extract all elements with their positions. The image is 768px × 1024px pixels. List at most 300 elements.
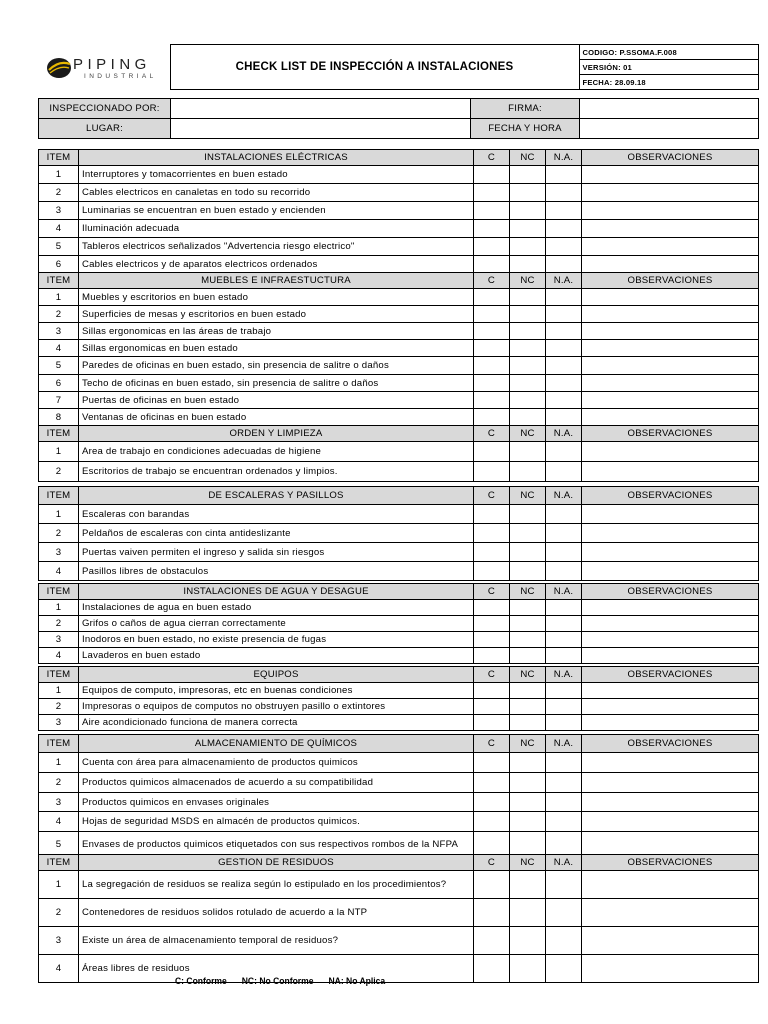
na-checkbox[interactable] <box>546 409 582 426</box>
c-checkbox[interactable] <box>474 648 510 664</box>
observations-field[interactable] <box>582 955 759 983</box>
c-checkbox[interactable] <box>474 753 510 773</box>
signature-field[interactable] <box>580 99 759 119</box>
na-checkbox[interactable] <box>546 543 582 562</box>
checklist-section <box>38 734 759 858</box>
na-checkbox[interactable] <box>546 955 582 983</box>
item-number: 4 <box>39 812 79 832</box>
checklist-row <box>39 256 759 274</box>
c-checkbox[interactable] <box>474 543 510 562</box>
checklist-row <box>39 927 759 955</box>
na-checkbox[interactable] <box>546 306 582 323</box>
item-description: La segregación de residuos se realiza según lo estipulado en los procedimientos? <box>79 871 474 899</box>
observations-field[interactable] <box>582 616 759 632</box>
nc-checkbox[interactable] <box>510 793 546 812</box>
column-observations-header: OBSERVACIONES <box>582 735 759 753</box>
observations-field[interactable] <box>582 773 759 793</box>
item-description: Sillas ergonomicas en las áreas de trabajo <box>79 323 474 340</box>
checklist-row <box>39 632 759 648</box>
observations-field[interactable] <box>582 899 759 927</box>
company-logo <box>46 54 170 84</box>
datetime-label: FECHA Y HORA <box>471 119 580 139</box>
column-observations-header: OBSERVACIONES <box>582 273 759 289</box>
c-checkbox[interactable] <box>474 812 510 832</box>
c-checkbox[interactable] <box>474 871 510 899</box>
nc-checkbox[interactable] <box>510 927 546 955</box>
item-description: Sillas ergonomicas en buen estado <box>79 340 474 357</box>
column-nc-header: NC <box>510 667 546 683</box>
column-na-header: N.A. <box>546 584 582 600</box>
item-number: 8 <box>39 409 79 426</box>
na-checkbox[interactable] <box>546 392 582 409</box>
nc-checkbox[interactable] <box>510 699 546 715</box>
section-item-header: ITEM <box>39 273 79 289</box>
section-item-header: ITEM <box>39 584 79 600</box>
column-na-header: N.A. <box>546 855 582 871</box>
na-checkbox[interactable] <box>546 812 582 832</box>
observations-field[interactable] <box>582 927 759 955</box>
checklist-row <box>39 955 759 983</box>
item-number: 7 <box>39 392 79 409</box>
column-c-header: C <box>474 584 510 600</box>
nc-checkbox[interactable] <box>510 871 546 899</box>
document-title: CHECK LIST DE INSPECCIÓN A INSTALACIONES <box>170 45 579 90</box>
na-checkbox[interactable] <box>546 505 582 524</box>
observations-field[interactable] <box>582 524 759 543</box>
item-description: Existe un área de almacenamiento temporal de residuos? <box>79 927 474 955</box>
observations-field[interactable] <box>582 220 759 238</box>
na-checkbox[interactable] <box>546 632 582 648</box>
c-checkbox[interactable] <box>474 562 510 581</box>
section-title: ALMACENAMIENTO DE QUÍMICOS <box>79 735 474 753</box>
item-description: Cuenta con área para almacenamiento de productos quimicos <box>79 753 474 773</box>
observations-field[interactable] <box>582 648 759 664</box>
na-checkbox[interactable] <box>546 238 582 256</box>
na-checkbox[interactable] <box>546 256 582 274</box>
checklist-row <box>39 202 759 220</box>
item-description: Ventanas de oficinas en buen estado <box>79 409 474 426</box>
item-number: 3 <box>39 543 79 562</box>
nc-checkbox[interactable] <box>510 220 546 238</box>
checklist-row <box>39 340 759 357</box>
checklist-row <box>39 562 759 581</box>
na-checkbox[interactable] <box>546 184 582 202</box>
brand-name: PIPING <box>73 56 151 73</box>
column-c-header: C <box>474 273 510 289</box>
column-nc-header: NC <box>510 584 546 600</box>
item-number: 4 <box>39 648 79 664</box>
observations-field[interactable] <box>582 505 759 524</box>
item-number: 6 <box>39 375 79 392</box>
checklist-section <box>38 272 759 426</box>
document-version: VERSIÓN: 01 <box>579 60 758 75</box>
checklist-section <box>38 666 759 731</box>
column-observations-header: OBSERVACIONES <box>582 667 759 683</box>
legend-no-conforme: NC: No Conforme <box>241 976 314 987</box>
observations-field[interactable] <box>582 442 759 462</box>
section-title: MUEBLES E INFRAESTUCTURA <box>79 273 474 289</box>
section-item-header: ITEM <box>39 855 79 871</box>
checklist-row <box>39 793 759 812</box>
item-number: 3 <box>39 715 79 731</box>
c-checkbox[interactable] <box>474 357 510 375</box>
checklist-row <box>39 166 759 184</box>
nc-checkbox[interactable] <box>510 524 546 543</box>
nc-checkbox[interactable] <box>510 202 546 220</box>
item-number: 2 <box>39 462 79 482</box>
item-number: 5 <box>39 357 79 375</box>
column-na-header: N.A. <box>546 487 582 505</box>
nc-checkbox[interactable] <box>510 323 546 340</box>
nc-checkbox[interactable] <box>510 462 546 482</box>
c-checkbox[interactable] <box>474 927 510 955</box>
na-checkbox[interactable] <box>546 289 582 306</box>
observations-field[interactable] <box>582 600 759 616</box>
item-number: 4 <box>39 340 79 357</box>
c-checkbox[interactable] <box>474 715 510 731</box>
item-number: 1 <box>39 505 79 524</box>
c-checkbox[interactable] <box>474 524 510 543</box>
c-checkbox[interactable] <box>474 955 510 983</box>
nc-checkbox[interactable] <box>510 562 546 581</box>
section-item-header: ITEM <box>39 150 79 166</box>
section-title: ORDEN Y LIMPIEZA <box>79 426 474 442</box>
item-description: Interruptores y tomacorrientes en buen estado <box>79 166 474 184</box>
checklist-row <box>39 375 759 392</box>
c-checkbox[interactable] <box>474 616 510 632</box>
observations-field[interactable] <box>582 238 759 256</box>
section-item-header: ITEM <box>39 426 79 442</box>
checklist-row <box>39 238 759 256</box>
checklist-section <box>38 149 759 274</box>
na-checkbox[interactable] <box>546 699 582 715</box>
nc-checkbox[interactable] <box>510 543 546 562</box>
c-checkbox[interactable] <box>474 184 510 202</box>
nc-checkbox[interactable] <box>510 773 546 793</box>
na-checkbox[interactable] <box>546 793 582 812</box>
observations-field[interactable] <box>582 699 759 715</box>
c-checkbox[interactable] <box>474 462 510 482</box>
item-number: 2 <box>39 616 79 632</box>
column-na-header: N.A. <box>546 735 582 753</box>
checklist-row <box>39 899 759 927</box>
item-number: 5 <box>39 238 79 256</box>
na-checkbox[interactable] <box>546 442 582 462</box>
nc-checkbox[interactable] <box>510 442 546 462</box>
checklist-row <box>39 524 759 543</box>
c-checkbox[interactable] <box>474 256 510 274</box>
column-nc-header: NC <box>510 273 546 289</box>
place-field[interactable] <box>171 119 471 139</box>
c-checkbox[interactable] <box>474 375 510 392</box>
nc-checkbox[interactable] <box>510 683 546 699</box>
item-description: Puertas de oficinas en buen estado <box>79 392 474 409</box>
item-description: Instalaciones de agua en buen estado <box>79 600 474 616</box>
item-description: Grifos o caños de agua cierran correctamente <box>79 616 474 632</box>
checklist-row <box>39 184 759 202</box>
section-item-header: ITEM <box>39 735 79 753</box>
observations-field[interactable] <box>582 392 759 409</box>
observations-field[interactable] <box>582 753 759 773</box>
item-description: Aire acondicionado funciona de manera correcta <box>79 715 474 731</box>
signature-label: FIRMA: <box>471 99 580 119</box>
na-checkbox[interactable] <box>546 202 582 220</box>
nc-checkbox[interactable] <box>510 357 546 375</box>
c-checkbox[interactable] <box>474 340 510 357</box>
item-description: Muebles y escritorios en buen estado <box>79 289 474 306</box>
checklist-row <box>39 323 759 340</box>
c-checkbox[interactable] <box>474 632 510 648</box>
nc-checkbox[interactable] <box>510 753 546 773</box>
nc-checkbox[interactable] <box>510 715 546 731</box>
na-checkbox[interactable] <box>546 683 582 699</box>
c-checkbox[interactable] <box>474 409 510 426</box>
c-checkbox[interactable] <box>474 600 510 616</box>
c-checkbox[interactable] <box>474 683 510 699</box>
legend-no-aplica: NA: No Aplica <box>328 976 386 987</box>
item-number: 5 <box>39 832 79 858</box>
na-checkbox[interactable] <box>546 340 582 357</box>
observations-field[interactable] <box>582 683 759 699</box>
observations-field[interactable] <box>582 340 759 357</box>
checklist-row <box>39 505 759 524</box>
nc-checkbox[interactable] <box>510 616 546 632</box>
observations-field[interactable] <box>582 812 759 832</box>
item-number: 1 <box>39 753 79 773</box>
column-c-header: C <box>474 487 510 505</box>
item-number: 2 <box>39 306 79 323</box>
nc-checkbox[interactable] <box>510 289 546 306</box>
item-number: 3 <box>39 323 79 340</box>
c-checkbox[interactable] <box>474 442 510 462</box>
observations-field[interactable] <box>582 323 759 340</box>
column-na-header: N.A. <box>546 273 582 289</box>
checklist-section <box>38 425 759 482</box>
nc-checkbox[interactable] <box>510 392 546 409</box>
item-number: 3 <box>39 927 79 955</box>
observations-field[interactable] <box>582 357 759 375</box>
na-checkbox[interactable] <box>546 648 582 664</box>
checklist-row <box>39 409 759 426</box>
checklist-row <box>39 812 759 832</box>
c-checkbox[interactable] <box>474 505 510 524</box>
column-observations-header: OBSERVACIONES <box>582 426 759 442</box>
legend-conforme: C: Conforme <box>175 976 227 987</box>
item-description: Puertas vaiven permiten el ingreso y salida sin riesgos <box>79 543 474 562</box>
na-checkbox[interactable] <box>546 600 582 616</box>
nc-checkbox[interactable] <box>510 375 546 392</box>
item-description: Impresoras o equipos de computos no obstruyen pasillo o extintores <box>79 699 474 715</box>
c-checkbox[interactable] <box>474 166 510 184</box>
document-date: FECHA: 28.09.18 <box>579 75 758 90</box>
item-description: Lavaderos en buen estado <box>79 648 474 664</box>
na-checkbox[interactable] <box>546 616 582 632</box>
c-checkbox[interactable] <box>474 306 510 323</box>
nc-checkbox[interactable] <box>510 632 546 648</box>
column-na-header: N.A. <box>546 667 582 683</box>
item-description: Contenedores de residuos solidos rotulado de acuerdo a la NTP <box>79 899 474 927</box>
item-number: 4 <box>39 955 79 983</box>
column-c-header: C <box>474 667 510 683</box>
column-na-header: N.A. <box>546 426 582 442</box>
checklist-section <box>38 583 759 664</box>
na-checkbox[interactable] <box>546 871 582 899</box>
item-description: Envases de productos quimicos etiquetados con sus respectivos rombos de la NFPA <box>79 832 474 858</box>
inspection-info <box>38 98 759 139</box>
item-number: 1 <box>39 683 79 699</box>
c-checkbox[interactable] <box>474 202 510 220</box>
item-number: 2 <box>39 184 79 202</box>
checklist-row <box>39 715 759 731</box>
checklist-row <box>39 289 759 306</box>
item-number: 4 <box>39 562 79 581</box>
item-number: 2 <box>39 524 79 543</box>
checklist-row <box>39 699 759 715</box>
column-observations-header: OBSERVACIONES <box>582 584 759 600</box>
checklist-row <box>39 220 759 238</box>
na-checkbox[interactable] <box>546 166 582 184</box>
inspected-by-field[interactable] <box>171 99 471 119</box>
section-title: EQUIPOS <box>79 667 474 683</box>
item-number: 1 <box>39 442 79 462</box>
nc-checkbox[interactable] <box>510 184 546 202</box>
item-description: Áreas libres de residuos <box>79 955 474 983</box>
item-description: Productos quimicos almacenados de acuerdo a su compatibilidad <box>79 773 474 793</box>
observations-field[interactable] <box>582 793 759 812</box>
c-checkbox[interactable] <box>474 899 510 927</box>
observations-field[interactable] <box>582 543 759 562</box>
item-description: Inodoros en buen estado, no existe presencia de fugas <box>79 632 474 648</box>
brand-subtitle: INDUSTRIAL <box>84 73 157 80</box>
c-checkbox[interactable] <box>474 289 510 306</box>
na-checkbox[interactable] <box>546 562 582 581</box>
document-code: CODIGO: P.SSOMA.F.008 <box>579 45 758 60</box>
column-observations-header: OBSERVACIONES <box>582 487 759 505</box>
observations-field[interactable] <box>582 715 759 731</box>
na-checkbox[interactable] <box>546 357 582 375</box>
observations-field[interactable] <box>582 871 759 899</box>
c-checkbox[interactable] <box>474 323 510 340</box>
checklist-row <box>39 442 759 462</box>
item-description: Superficies de mesas y escritorios en buen estado <box>79 306 474 323</box>
observations-field[interactable] <box>582 202 759 220</box>
item-description: Escaleras con barandas <box>79 505 474 524</box>
column-nc-header: NC <box>510 855 546 871</box>
c-checkbox[interactable] <box>474 238 510 256</box>
checklist-row <box>39 543 759 562</box>
item-description: Peldaños de escaleras con cinta antideslizante <box>79 524 474 543</box>
na-checkbox[interactable] <box>546 773 582 793</box>
inspected-by-label: INSPECCIONADO POR: <box>39 99 171 119</box>
checklist-section <box>38 486 759 581</box>
nc-checkbox[interactable] <box>510 306 546 323</box>
checklist-row <box>39 357 759 375</box>
observations-field[interactable] <box>582 256 759 274</box>
nc-checkbox[interactable] <box>510 256 546 274</box>
checklist-row <box>39 648 759 664</box>
nc-checkbox[interactable] <box>510 166 546 184</box>
item-description: Escritorios de trabajo se encuentran ordenados y limpios. <box>79 462 474 482</box>
column-c-header: C <box>474 150 510 166</box>
nc-checkbox[interactable] <box>510 409 546 426</box>
checklist-section <box>38 854 759 983</box>
c-checkbox[interactable] <box>474 699 510 715</box>
observations-field[interactable] <box>582 184 759 202</box>
nc-checkbox[interactable] <box>510 505 546 524</box>
observations-field[interactable] <box>582 306 759 323</box>
nc-checkbox[interactable] <box>510 340 546 357</box>
na-checkbox[interactable] <box>546 220 582 238</box>
c-checkbox[interactable] <box>474 392 510 409</box>
na-checkbox[interactable] <box>546 323 582 340</box>
column-observations-header: OBSERVACIONES <box>582 150 759 166</box>
c-checkbox[interactable] <box>474 220 510 238</box>
observations-field[interactable] <box>582 375 759 392</box>
na-checkbox[interactable] <box>546 375 582 392</box>
na-checkbox[interactable] <box>546 715 582 731</box>
nc-checkbox[interactable] <box>510 238 546 256</box>
checklist-row <box>39 616 759 632</box>
section-title: INSTALACIONES DE AGUA Y DESAGUE <box>79 584 474 600</box>
nc-checkbox[interactable] <box>510 812 546 832</box>
na-checkbox[interactable] <box>546 524 582 543</box>
nc-checkbox[interactable] <box>510 899 546 927</box>
section-item-header: ITEM <box>39 667 79 683</box>
column-nc-header: NC <box>510 150 546 166</box>
item-description: Pasillos libres de obstaculos <box>79 562 474 581</box>
datetime-field[interactable] <box>580 119 759 139</box>
na-checkbox[interactable] <box>546 462 582 482</box>
c-checkbox[interactable] <box>474 773 510 793</box>
column-nc-header: NC <box>510 426 546 442</box>
observations-field[interactable] <box>582 409 759 426</box>
item-description: Area de trabajo en condiciones adecuadas de higiene <box>79 442 474 462</box>
c-checkbox[interactable] <box>474 793 510 812</box>
observations-field[interactable] <box>582 462 759 482</box>
nc-checkbox[interactable] <box>510 600 546 616</box>
item-number: 4 <box>39 220 79 238</box>
legend <box>175 976 398 987</box>
na-checkbox[interactable] <box>546 899 582 927</box>
nc-checkbox[interactable] <box>510 955 546 983</box>
na-checkbox[interactable] <box>546 927 582 955</box>
item-description: Cables electricos y de aparatos electricos ordenados <box>79 256 474 274</box>
column-nc-header: NC <box>510 735 546 753</box>
observations-field[interactable] <box>582 562 759 581</box>
checklist-row <box>39 753 759 773</box>
item-description: Iluminación adecuada <box>79 220 474 238</box>
column-observations-header: OBSERVACIONES <box>582 855 759 871</box>
observations-field[interactable] <box>582 166 759 184</box>
column-na-header: N.A. <box>546 150 582 166</box>
column-c-header: C <box>474 735 510 753</box>
item-number: 1 <box>39 289 79 306</box>
item-description: Equipos de computo, impresoras, etc en buenas condiciones <box>79 683 474 699</box>
item-number: 3 <box>39 202 79 220</box>
na-checkbox[interactable] <box>546 753 582 773</box>
column-c-header: C <box>474 855 510 871</box>
observations-field[interactable] <box>582 289 759 306</box>
item-number: 3 <box>39 632 79 648</box>
checklist-row <box>39 773 759 793</box>
observations-field[interactable] <box>582 632 759 648</box>
item-number: 1 <box>39 871 79 899</box>
checklist-row <box>39 871 759 899</box>
section-title: DE ESCALERAS Y PASILLOS <box>79 487 474 505</box>
checklist-row <box>39 306 759 323</box>
item-description: Tableros electricos señalizados "Advertencia riesgo electrico" <box>79 238 474 256</box>
nc-checkbox[interactable] <box>510 648 546 664</box>
